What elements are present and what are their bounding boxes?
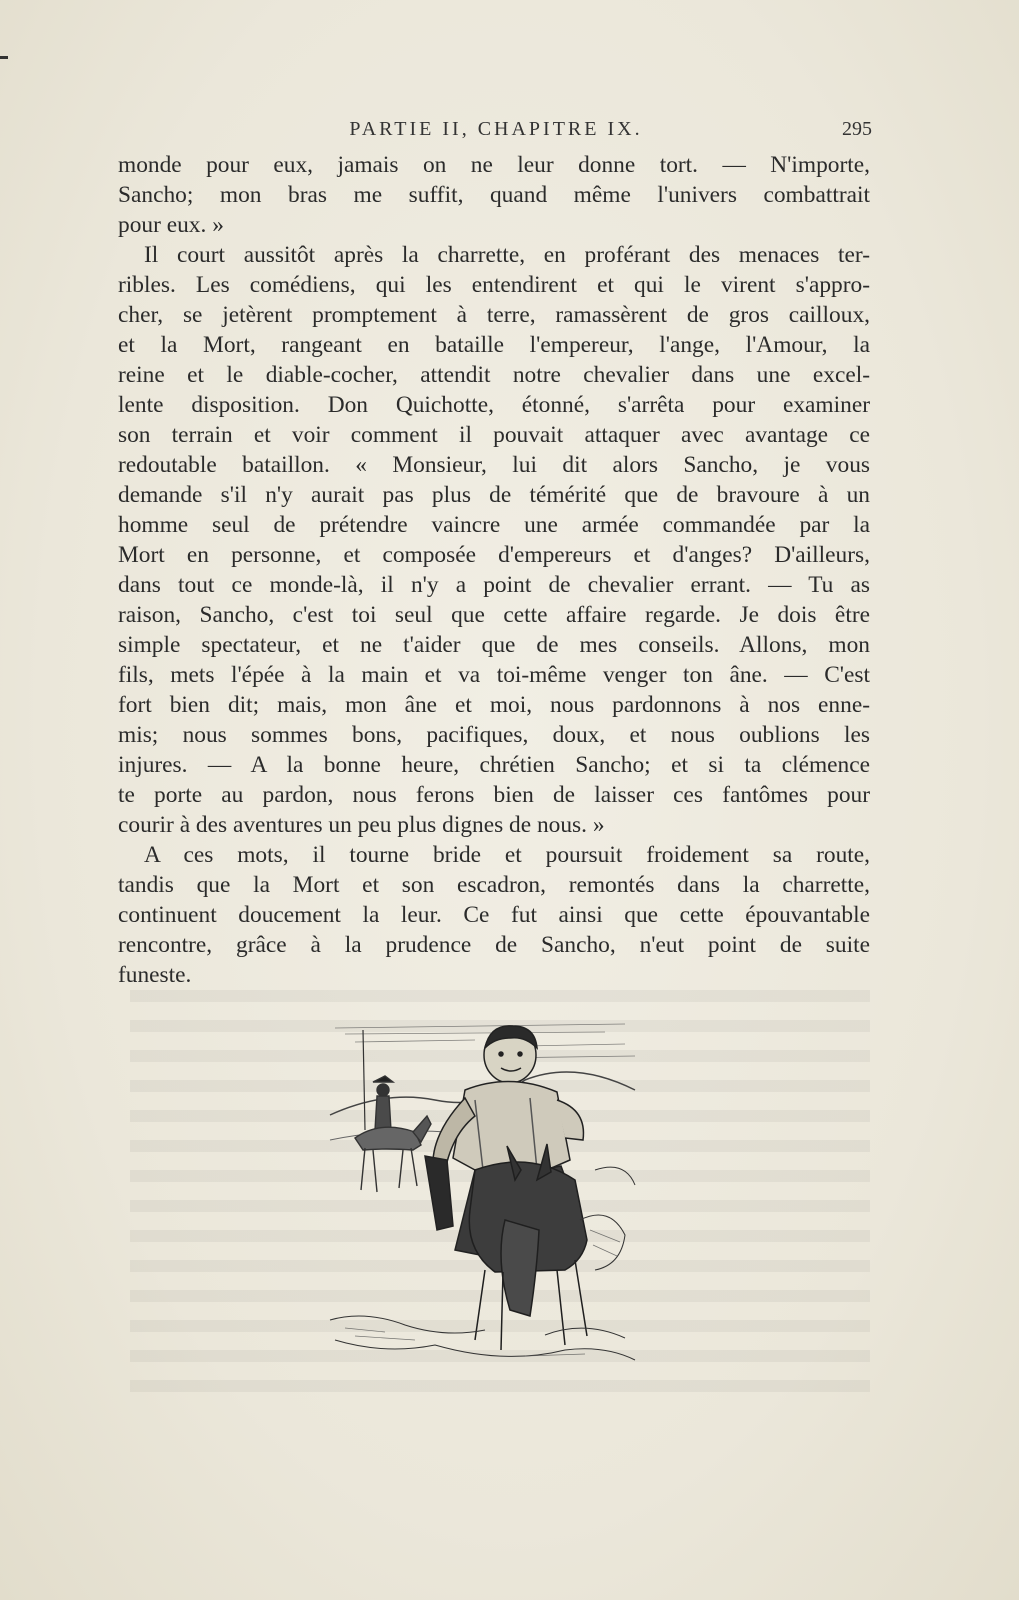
text-line: rencontre, grâce à la prudence de Sancho, n'eut point de suite xyxy=(118,932,870,958)
text-line: raison, Sancho, c'est toi seul que cette affaire regarde. Je dois être xyxy=(118,602,870,628)
running-title: PARTIE II, CHAPITRE IX. xyxy=(349,118,643,140)
text-line: injures. — A la bonne heure, chrétien Sancho; et si ta clémence xyxy=(118,752,870,778)
body-text xyxy=(118,150,870,990)
text-line: lente disposition. Don Quichotte, étonné, s'arrêta pour examiner xyxy=(118,392,870,418)
text-line: fils, mets l'épée à la main et va toi-même venger ton âne. — C'est xyxy=(118,662,870,688)
text-line: Mort en personne, et composée d'empereurs et d'anges? D'ailleurs, xyxy=(118,542,870,568)
text-line: monde pour eux, jamais on ne leur donne tort. — N'importe, xyxy=(118,152,870,178)
text-line: continuent doucement la leur. Ce fut ainsi que cette épouvantable xyxy=(118,902,870,928)
text-line: dans tout ce monde-là, il n'y a point de chevalier errant. — Tu as xyxy=(118,572,870,598)
text-line: simple spectateur, et ne t'aider que de mes conseils. Allons, mon xyxy=(118,632,870,658)
text-line: redoutable bataillon. « Monsieur, lui dit alors Sancho, je vous xyxy=(118,452,870,478)
text-line: son terrain et voir comment il pouvait attaquer avec avantage ce xyxy=(118,422,870,448)
engraving-illustration xyxy=(325,1020,645,1370)
text-line: tandis que la Mort et son escadron, remontés dans la charrette, xyxy=(118,872,870,898)
text-line: reine et le diable-cocher, attendit notre chevalier dans une excel- xyxy=(118,362,870,388)
text-line: fort bien dit; mais, mon âne et moi, nous pardonnons à nos enne- xyxy=(118,692,870,718)
text-line: mis; nous sommes bons, pacifiques, doux, et nous oublions les xyxy=(118,722,870,748)
text-line: cher, se jetèrent promptement à terre, ramassèrent de gros cailloux, xyxy=(118,302,870,328)
running-head xyxy=(120,118,872,146)
text-line: et la Mort, rangeant en bataille l'empereur, l'ange, l'Amour, la xyxy=(118,332,870,358)
text-line: demande s'il n'y aurait pas plus de témérité que de bravoure à un xyxy=(118,482,870,508)
text-line: courir à des aventures un peu plus dignes de nous. » xyxy=(118,812,605,838)
page-edge-mark xyxy=(0,56,8,59)
text-line: ribles. Les comédiens, qui les entendirent et qui le virent s'appro- xyxy=(118,272,870,298)
text-line: A ces mots, il tourne bride et poursuit froidement sa route, xyxy=(144,842,870,868)
text-line: Il court aussitôt après la charrette, en proférant des menaces ter- xyxy=(144,242,870,268)
text-line: homme seul de prétendre vaincre une armée commandée par la xyxy=(118,512,870,538)
text-line: Sancho; mon bras me suffit, quand même l'univers combattrait xyxy=(118,182,870,208)
text-line: te porte au pardon, nous ferons bien de laisser ces fantômes pour xyxy=(118,782,870,808)
sancho-on-donkey-engraving xyxy=(325,1020,645,1370)
text-line: funeste. xyxy=(118,962,192,988)
text-line: pour eux. » xyxy=(118,212,224,238)
page-number: 295 xyxy=(842,118,872,140)
